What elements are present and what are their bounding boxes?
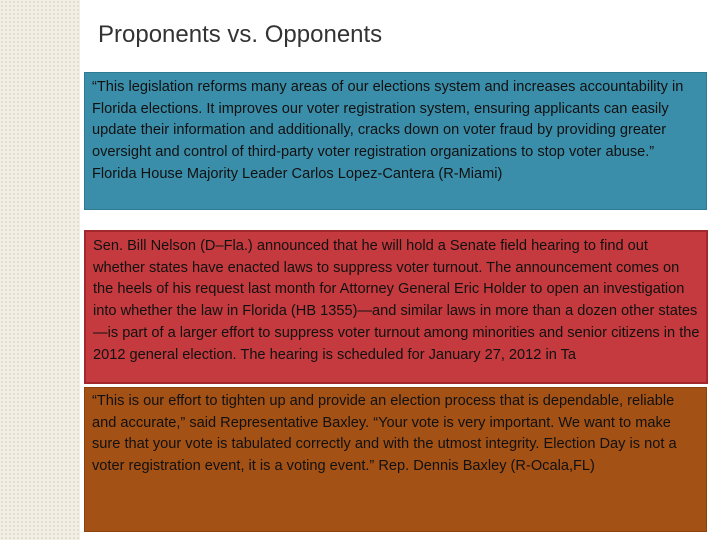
proponent-quote-lopez-cantera xyxy=(84,72,707,210)
quote-text: “This is our effort to tighten up and provide an election process that is dependable, reliable and accurate,” said Representative Baxley. “Your vote is very important. We want to make sure that your vote is tabulated correctly and with the utmost integrity. Election Day is not a voter registration event, it is a voting event.” Rep. Dennis Baxley (R-Ocala,FL) xyxy=(92,393,677,475)
proponent-quote-baxley xyxy=(84,387,707,532)
opponent-statement-nelson xyxy=(84,230,708,384)
quote-text: Sen. Bill Nelson (D–Fla.) announced that he will hold a Senate field hearing to find out whether states have enacted laws to suppress voter turnout. The announcement comes on the heels of his request last month for Attorney General Eric Holder to open an investigation into whether the law in Florida (HB 1355)—and similar laws in more than a dozen other states—is part of a larger effort to suppress voter turnout among minorities and senior citizens in the 2012 general election. The hearing is scheduled for January 27, 2012 in Ta xyxy=(93,238,700,363)
decorative-side-band xyxy=(0,0,80,540)
quote-text: “This legislation reforms many areas of our elections system and increases accountability in Florida elections. It improves our voter registration system, ensuring applicants can easily update their information and additionally, cracks down on voter fraud by providing greater oversight and control of third-party voter registration organizations to stop voter abuse.” Florida House Majority Leader Carlos Lopez-Cantera (R-Miami) xyxy=(92,79,684,182)
slide-title: Proponents vs. Opponents xyxy=(98,21,383,48)
